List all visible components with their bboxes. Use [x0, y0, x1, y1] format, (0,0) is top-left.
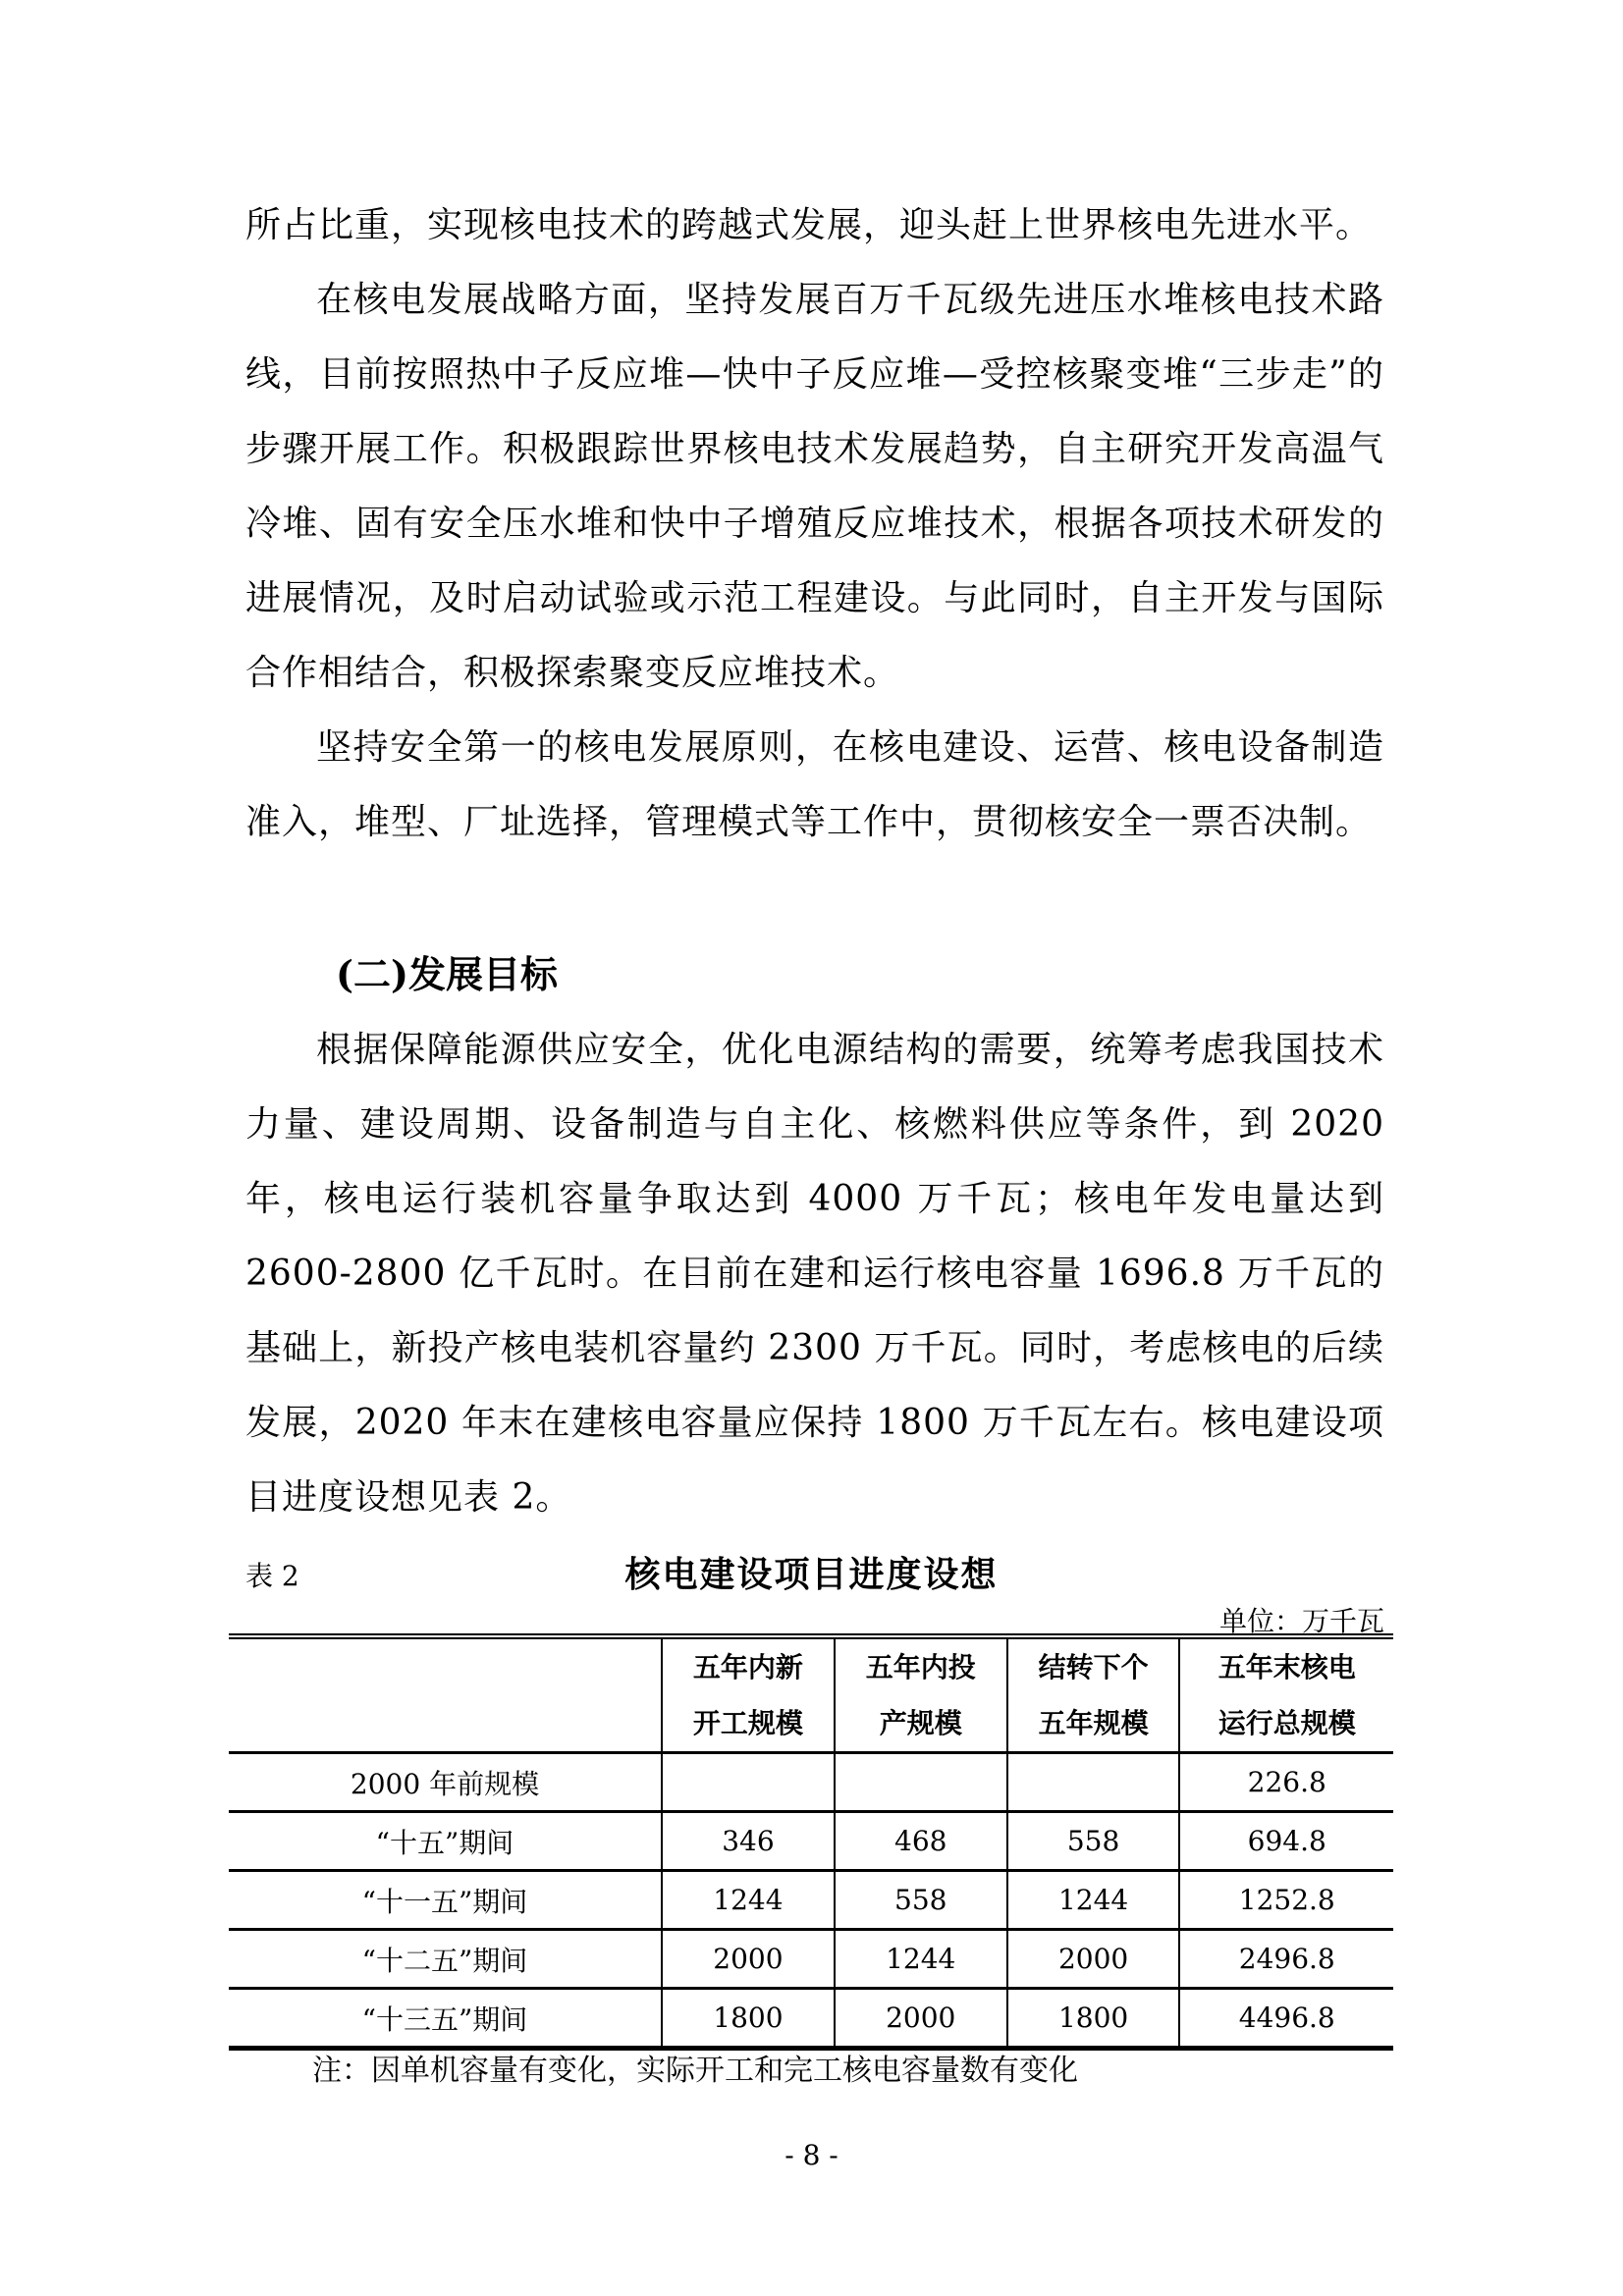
cell-new-starts: 346	[662, 1812, 835, 1871]
paragraph-continuation: 所占比重，实现核电技术的跨越式发展，迎头赶上世界核电先进水平。	[245, 205, 1373, 245]
table-header-row	[229, 1636, 1393, 1753]
page-number: - 8 -	[784, 2139, 839, 2171]
table-note: 注：因单机容量有变化，实际开工和完工核电容量数有变化	[312, 2054, 1078, 2088]
row-label: “十二五”期间	[229, 1930, 662, 1989]
table-row	[229, 1812, 1393, 1871]
row-label: “十三五”期间	[229, 1989, 662, 2049]
header-cell-new-starts: 五年内新 开工规模	[662, 1636, 835, 1753]
header-cell-commissioned: 五年内投 产规模	[835, 1636, 1007, 1753]
cell-carryover: 1800	[1007, 1989, 1180, 2049]
header-cell-total-operating: 五年末核电 运行总规模	[1179, 1636, 1393, 1753]
cell-commissioned	[835, 1753, 1007, 1812]
row-label: “十五”期间	[229, 1812, 662, 1871]
paragraph-strategy: 在核电发展战略方面，坚持发展百万千瓦级先进压水堆核电技术路线，目前按照热中子反应堆—快中子反应堆—受控核聚变堆“三步走”的步骤开展工作。积极跟踪世界核电技术发展趋势，自主研究开发高温气冷堆、固有安全压水堆和快中子增殖反应堆技术，根据各项技术研发的进展情况，及时启动试验或示范工程建设。与此同时，自主开发与国际合作相结合，积极探索聚变反应堆技术。	[245, 280, 1384, 693]
row-label: 2000 年前规模	[229, 1753, 662, 1812]
section-heading: (二)发展目标	[336, 952, 558, 996]
cell-total-operating: 226.8	[1179, 1753, 1393, 1812]
table-row	[229, 1871, 1393, 1930]
cell-new-starts: 1800	[662, 1989, 835, 2049]
table-label: 表 2	[245, 1560, 299, 1592]
row-label: “十一五”期间	[229, 1871, 662, 1930]
table-row	[229, 1989, 1393, 2049]
cell-carryover: 2000	[1007, 1930, 1180, 1989]
cell-commissioned: 2000	[835, 1989, 1007, 2049]
cell-commissioned: 558	[835, 1871, 1007, 1930]
table-title: 核电建设项目进度设想	[624, 1554, 999, 1595]
cell-commissioned: 1244	[835, 1930, 1007, 1989]
table-unit: 单位：万千瓦	[1218, 1605, 1384, 1637]
header-cell-blank	[229, 1636, 662, 1753]
paragraph-goals: 根据保障能源供应安全，优化电源结构的需要，统筹考虑我国技术力量、建设周期、设备制造与自主化、核燃料供应等条件，到 2020 年，核电运行装机容量争取达到 4000 万千瓦；核电年发电量达到 2600-2800 亿千瓦时。在目前在建和运行核电容量 1696.8 万千瓦的基础上，新投产核电装机容量约 2300 万千瓦。同时，考虑核电的后续发展，2020 年末在建核电容量应保持 1800 万千瓦左右。核电建设项目进度设想见表 2。	[245, 1030, 1384, 1518]
cell-total-operating: 2496.8	[1179, 1930, 1393, 1989]
cell-new-starts	[662, 1753, 835, 1812]
cell-carryover: 558	[1007, 1812, 1180, 1871]
cell-total-operating: 1252.8	[1179, 1871, 1393, 1930]
table-row	[229, 1753, 1393, 1812]
cell-total-operating: 694.8	[1179, 1812, 1393, 1871]
cell-carryover	[1007, 1753, 1180, 1812]
cell-commissioned: 468	[835, 1812, 1007, 1871]
construction-schedule-table	[229, 1633, 1393, 2051]
cell-total-operating: 4496.8	[1179, 1989, 1393, 2049]
cell-new-starts: 1244	[662, 1871, 835, 1930]
paragraph-safety: 坚持安全第一的核电发展原则，在核电建设、运营、核电设备制造准入，堆型、厂址选择，管理模式等工作中，贯彻核安全一票否决制。	[245, 727, 1384, 842]
cell-new-starts: 2000	[662, 1930, 835, 1989]
cell-carryover: 1244	[1007, 1871, 1180, 1930]
table-row	[229, 1930, 1393, 1989]
header-cell-carryover: 结转下个 五年规模	[1007, 1636, 1180, 1753]
